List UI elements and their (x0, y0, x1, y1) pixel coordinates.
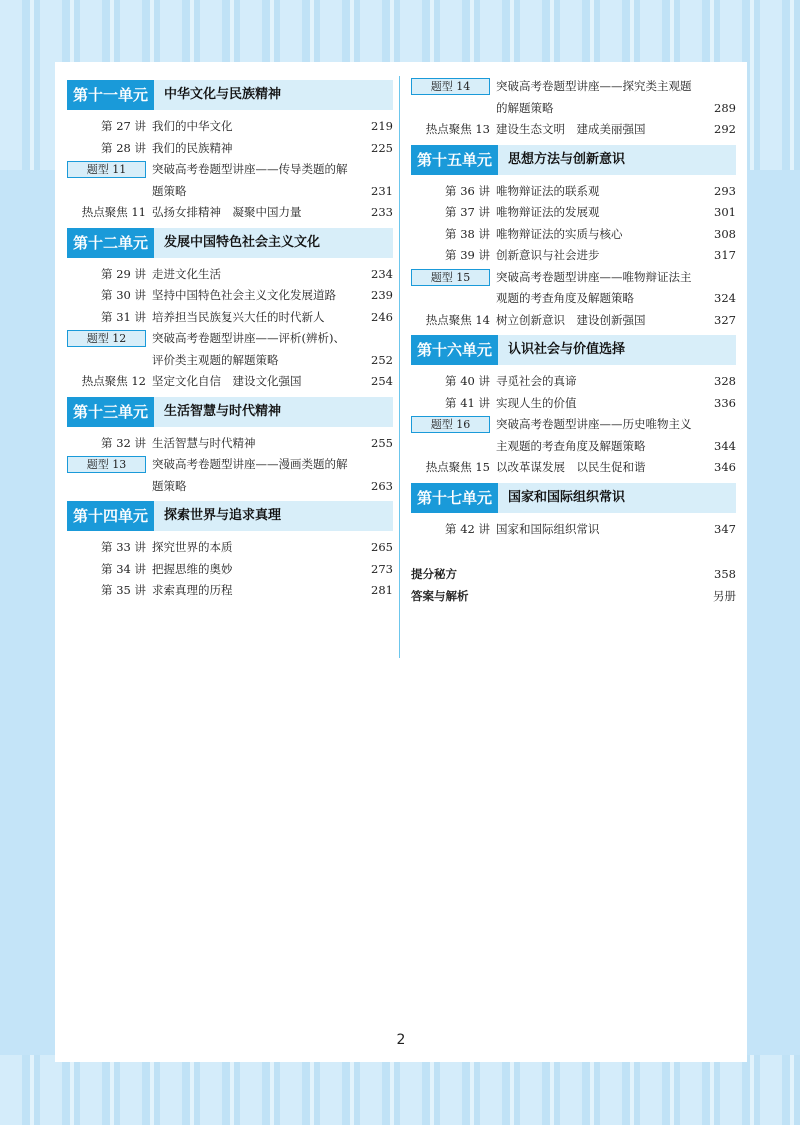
toc-row[interactable] (411, 310, 736, 332)
toc-row[interactable] (411, 181, 736, 203)
entry-page: 336 (714, 395, 736, 410)
entry-label: 第 32 讲 (101, 435, 146, 450)
entry-page: 308 (714, 226, 736, 241)
question-type-row[interactable] (411, 76, 736, 98)
entry-page: 252 (371, 352, 393, 367)
unit-number-badge: 第十一单元 (67, 80, 154, 110)
entry-label: 第 38 讲 (445, 226, 490, 241)
entry-label: 第 33 讲 (101, 540, 146, 554)
entry-title: 突破高考卷题型讲座——评析(辨析)、 (152, 331, 345, 345)
entry-title: 我们的民族精神 (152, 140, 233, 155)
extra-page: 另册 (713, 588, 736, 603)
toc-row[interactable] (67, 537, 393, 559)
entry-title: 的解题策略 (496, 100, 554, 115)
toc-row[interactable] (67, 371, 393, 393)
entry-label (67, 159, 152, 181)
entry-label: 热点聚焦 15 (425, 460, 490, 474)
entry-page: 255 (371, 435, 393, 450)
unit-number-badge: 第十二单元 (67, 228, 154, 258)
entry-label (411, 76, 496, 98)
unit-title: 中华文化与民族精神 (164, 87, 282, 102)
unit-section (411, 483, 736, 541)
entry-title: 弘扬女排精神 凝聚中国力量 (152, 205, 302, 219)
entry-page: 293 (714, 183, 736, 198)
question-type-tag: 题型 11 (67, 161, 146, 178)
toc-left-column (67, 76, 393, 602)
entry-page: 239 (371, 288, 393, 302)
entry-title: 我们的中华文化 (152, 119, 233, 133)
unit-number-badge: 第十三单元 (67, 397, 154, 427)
entry-title: 国家和国际组织常识 (496, 521, 600, 536)
entry-label: 热点聚焦 12 (81, 374, 146, 388)
question-type-row[interactable] (411, 267, 736, 289)
entry-page: 346 (714, 460, 736, 474)
unit-header[interactable] (67, 501, 393, 531)
entry-label (411, 267, 496, 289)
question-type-tag: 题型 15 (411, 269, 490, 286)
unit-number-badge: 第十四单元 (67, 501, 154, 531)
unit-number-badge: 第十六单元 (411, 335, 498, 365)
toc-row[interactable] (67, 202, 393, 224)
unit-title: 国家和国际组织常识 (508, 489, 626, 505)
entry-page: 225 (371, 140, 393, 155)
entry-page: 265 (371, 540, 393, 554)
entry-label: 第 42 讲 (445, 521, 490, 536)
unit-header[interactable] (411, 145, 736, 175)
entry-page: 281 (371, 583, 393, 597)
entry-title: 创新意识与社会进步 (496, 248, 600, 262)
toc-row[interactable] (411, 393, 736, 415)
entry-title: 培养担当民族复兴大任的时代新人 (152, 309, 325, 324)
entry-label: 热点聚焦 11 (81, 205, 146, 219)
toc-row[interactable] (411, 119, 736, 141)
toc-row[interactable] (411, 202, 736, 224)
continued-section (411, 76, 736, 141)
entry-page: 273 (371, 561, 393, 576)
toc-row-continued[interactable] (67, 476, 393, 498)
entry-title: 把握思维的奥妙 (152, 561, 233, 576)
entry-page: 317 (714, 248, 736, 262)
entry-title: 唯物辩证法的实质与核心 (496, 226, 623, 241)
entry-title: 评价类主观题的解题策略 (152, 352, 279, 367)
entry-page: 231 (371, 183, 393, 198)
entry-label: 第 34 讲 (101, 561, 146, 576)
entry-page: 292 (714, 122, 736, 136)
unit-title: 认识社会与价值选择 (508, 342, 626, 357)
toc-row[interactable] (411, 245, 736, 267)
toc-row[interactable] (67, 580, 393, 602)
entry-label: 第 36 讲 (445, 183, 490, 198)
toc-row-continued[interactable] (67, 181, 393, 203)
entry-label: 热点聚焦 14 (425, 312, 490, 327)
toc-row[interactable] (67, 285, 393, 307)
entry-page: 254 (371, 374, 393, 388)
toc-row-continued[interactable] (67, 350, 393, 372)
entry-title: 树立创新意识 建设创新强国 (496, 312, 646, 327)
unit-header[interactable] (411, 483, 736, 513)
entry-label: 第 39 讲 (445, 248, 490, 262)
entry-label: 第 27 讲 (101, 119, 146, 133)
entry-title: 实现人生的价值 (496, 395, 577, 410)
entry-label: 第 35 讲 (101, 583, 146, 597)
toc-row-continued[interactable] (411, 288, 736, 310)
unit-header[interactable] (67, 80, 393, 110)
column-divider (399, 76, 400, 658)
entry-page: 328 (714, 374, 736, 388)
toc-row-continued[interactable] (411, 98, 736, 120)
unit-header[interactable] (67, 228, 393, 258)
entry-label: 第 29 讲 (101, 266, 146, 281)
extras-section (411, 564, 736, 607)
toc-row-continued[interactable] (411, 436, 736, 458)
entry-label (411, 414, 496, 436)
entry-title: 以改革谋发展 以民生促和谐 (496, 460, 646, 474)
entry-label: 第 41 讲 (445, 395, 490, 410)
unit-title: 探索世界与追求真理 (164, 508, 282, 523)
question-type-tag: 题型 16 (411, 416, 490, 433)
entry-page: 301 (714, 205, 736, 219)
entry-title: 建设生态文明 建成美丽强国 (496, 122, 646, 136)
entry-page: 246 (371, 309, 393, 324)
entry-label: 第 30 讲 (101, 288, 146, 302)
entry-title: 观题的考查角度及解题策略 (496, 291, 634, 305)
entry-page: 219 (371, 119, 393, 133)
entry-title: 唯物辩证法的联系观 (496, 183, 600, 198)
question-type-tag: 题型 12 (67, 330, 146, 347)
entry-page: 263 (371, 478, 393, 493)
unit-section (411, 145, 736, 332)
unit-number-badge: 第十七单元 (411, 483, 498, 513)
entry-page: 344 (714, 438, 736, 453)
unit-header[interactable] (67, 397, 393, 427)
entry-label (67, 454, 152, 476)
entry-title: 突破高考卷题型讲座——漫画类题的解 (152, 457, 348, 471)
unit-section (67, 397, 393, 498)
extra-title: 答案与解析 (411, 588, 469, 603)
entry-title: 生活智慧与时代精神 (152, 435, 256, 450)
entry-title: 求索真理的历程 (152, 583, 233, 597)
right-units (411, 145, 736, 541)
entry-label: 第 37 讲 (445, 205, 490, 219)
unit-title: 生活智慧与时代精神 (164, 403, 282, 419)
entry-title: 题策略 (152, 183, 187, 198)
toc-row[interactable] (411, 457, 736, 479)
toc-row[interactable] (411, 371, 736, 393)
entry-page: 289 (714, 100, 736, 115)
unit-number-badge: 第十五单元 (411, 145, 498, 175)
entry-title: 坚定文化自信 建设文化强国 (152, 374, 302, 388)
extra-page: 358 (714, 567, 736, 581)
toc-row[interactable] (67, 433, 393, 455)
entry-label (67, 328, 152, 350)
toc-row[interactable] (411, 224, 736, 246)
unit-header[interactable] (411, 335, 736, 365)
entry-title: 走进文化生活 (152, 266, 221, 281)
entry-title: 突破高考卷题型讲座——唯物辩证法主 (496, 269, 692, 284)
question-type-row[interactable] (411, 414, 736, 436)
extra-entry[interactable] (411, 564, 736, 586)
toc-row[interactable] (67, 264, 393, 286)
toc-row[interactable] (67, 116, 393, 138)
entry-page: 324 (714, 291, 736, 305)
entry-label: 第 31 讲 (101, 309, 146, 324)
entry-title: 寻觅社会的真谛 (496, 374, 577, 388)
unit-section (67, 80, 393, 224)
question-type-row[interactable] (67, 454, 393, 476)
toc-row[interactable] (67, 559, 393, 581)
toc-page (55, 62, 747, 1062)
unit-section (67, 501, 393, 602)
entry-title: 探究世界的本质 (152, 540, 233, 554)
entry-title: 主观题的考查角度及解题策略 (496, 438, 646, 453)
entry-page: 347 (714, 521, 736, 536)
unit-title: 发展中国特色社会主义文化 (164, 234, 321, 250)
entry-title: 突破高考卷题型讲座——传导类题的解 (152, 162, 348, 176)
entry-page: 234 (371, 266, 393, 281)
entry-title: 突破高考卷题型讲座——历史唯物主义 (496, 417, 692, 431)
unit-section (67, 228, 393, 393)
entry-title: 突破高考卷题型讲座——探究类主观题 (496, 79, 692, 93)
entry-title: 坚持中国特色社会主义文化发展道路 (152, 288, 336, 302)
entry-title: 题策略 (152, 478, 187, 493)
unit-title: 思想方法与创新意识 (508, 151, 626, 167)
entry-title: 唯物辩证法的发展观 (496, 205, 600, 219)
toc-right-column (411, 76, 736, 607)
toc-row[interactable] (67, 307, 393, 329)
entry-page: 233 (371, 205, 393, 219)
page-number: 2 (396, 1032, 406, 1048)
toc-row[interactable] (67, 138, 393, 160)
question-type-tag: 题型 14 (411, 78, 490, 95)
question-type-tag: 题型 13 (67, 456, 146, 473)
question-type-row[interactable] (67, 328, 393, 350)
entry-label: 第 28 讲 (101, 140, 146, 155)
extra-title: 提分秘方 (411, 567, 457, 581)
entry-label: 第 40 讲 (445, 374, 490, 388)
toc-row[interactable] (411, 519, 736, 541)
question-type-row[interactable] (67, 159, 393, 181)
extra-entry[interactable] (411, 586, 736, 608)
entry-label: 热点聚焦 13 (425, 122, 490, 136)
unit-section (411, 335, 736, 479)
entry-page: 327 (714, 312, 736, 327)
